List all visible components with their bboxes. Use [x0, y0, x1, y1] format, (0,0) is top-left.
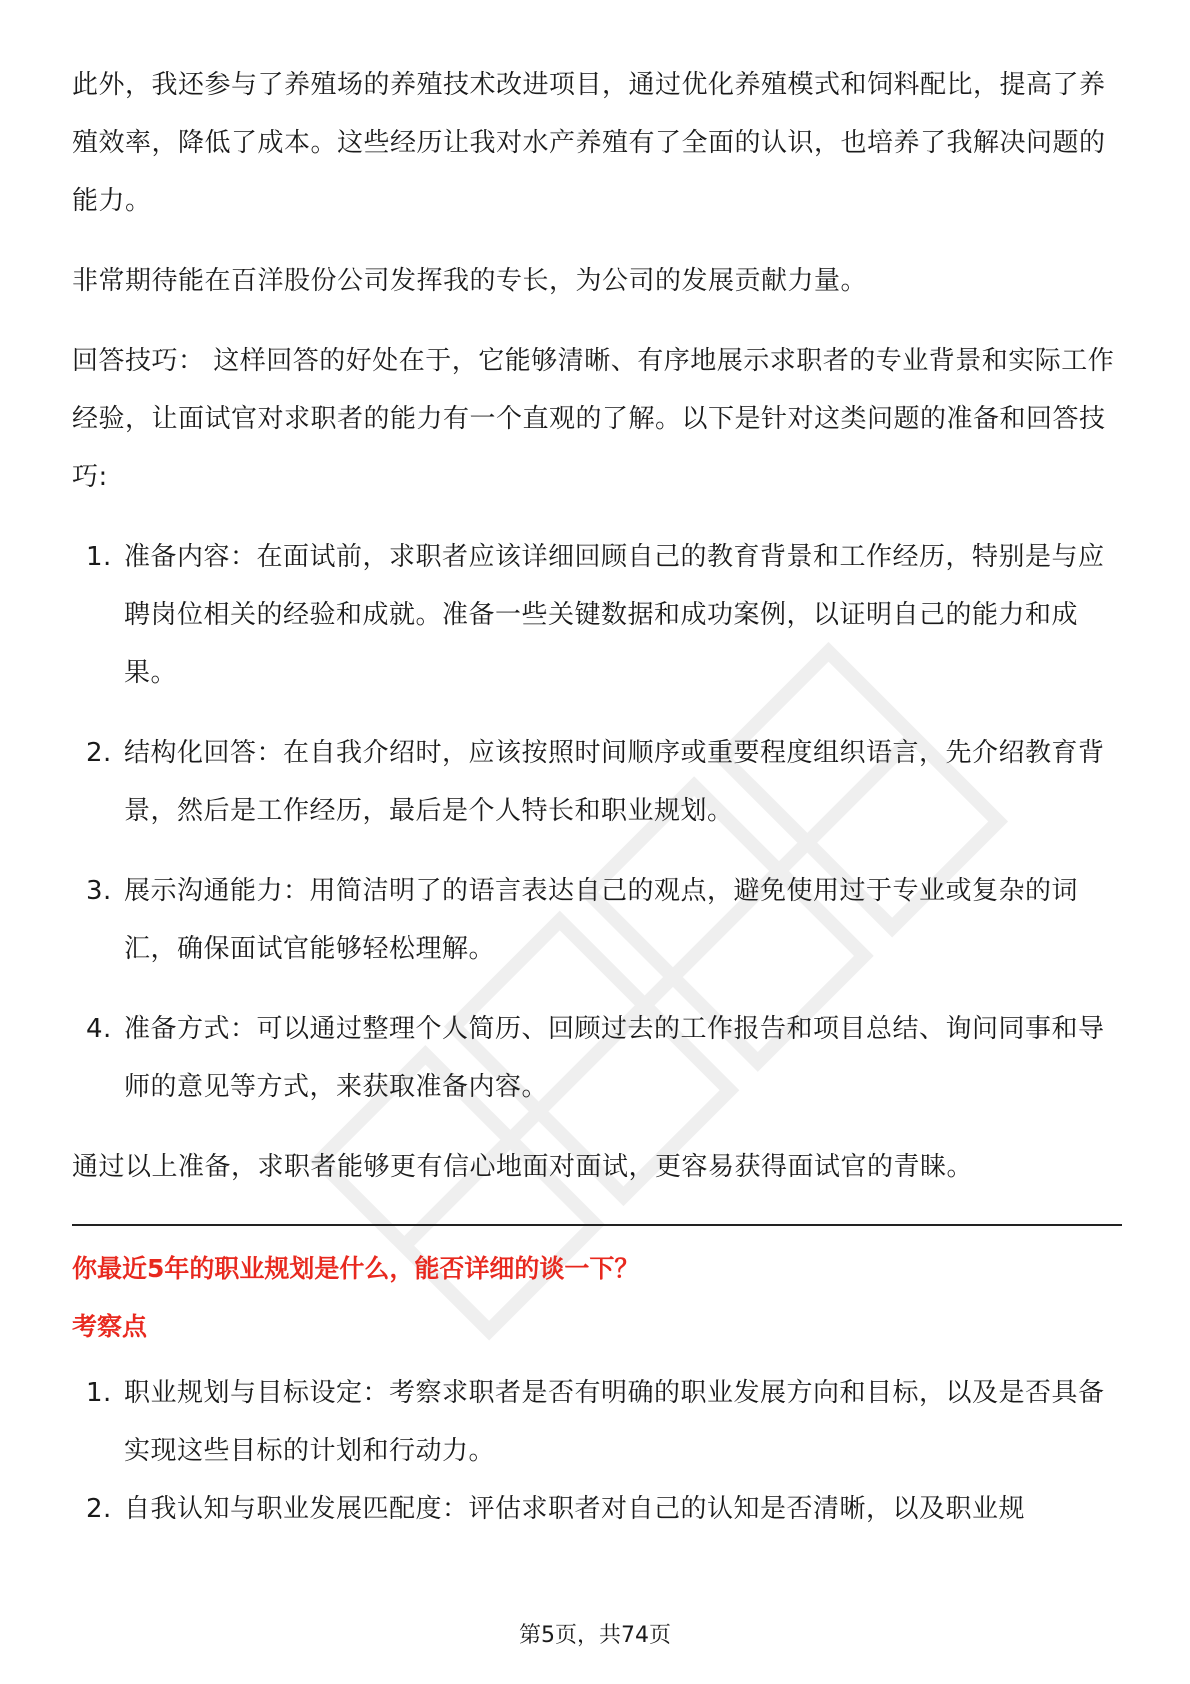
document-body [72, 56, 1122, 1538]
list-item-text: 准备方式：可以通过整理个人简历、回顾过去的工作报告和项目总结、询问同事和导师的意见等方式，来获取准备内容。 [124, 1014, 1105, 1102]
paragraph-expectation: 非常期待能在百洋股份公司发挥我的专长，为公司的发展贡献力量。 [72, 266, 868, 296]
list-number: 1. [86, 542, 112, 572]
list-number: 3. [86, 876, 112, 906]
page-number: 第5页，共74页 [519, 1623, 671, 1648]
list-item [72, 1480, 1122, 1538]
question-subtitle: 考察点 [72, 1312, 148, 1341]
question-title: 你最近5年的职业规划是什么，能否详细的谈一下？ [72, 1254, 640, 1283]
paragraph-experience: 此外，我还参与了养殖场的养殖技术改进项目，通过优化养殖模式和饲料配比，提高了养殖效率，降低了成本。这些经历让我对水产养殖有了全面的认识，也培养了我解决问题的能力。 [72, 70, 1106, 216]
list-item [72, 862, 1122, 978]
paragraph-closing: 通过以上准备，求职者能够更有信心地面对面试，更容易获得面试官的青睐。 [72, 1152, 974, 1182]
paragraph-answer-tips: 回答技巧： 这样回答的好处在于，它能够清晰、有序地展示求职者的专业背景和实际工作经验，让面试官对求职者的能力有一个直观的了解。以下是针对这类问题的准备和回答技巧: [72, 346, 1115, 492]
list-number: 2. [86, 1494, 112, 1524]
list-item-text: 自我认知与职业发展匹配度：评估求职者对自己的认知是否清晰，以及职业规 [124, 1494, 1026, 1524]
list-item-text: 职业规划与目标设定：考察求职者是否有明确的职业发展方向和目标，以及是否具备实现这些目标的计划和行动力。 [124, 1378, 1105, 1466]
list-number: 4. [86, 1014, 112, 1044]
list-item-text: 准备内容：在面试前，求职者应该详细回顾自己的教育背景和工作经历，特别是与应聘岗位相关的经验和成就。准备一些关键数据和成功案例，以证明自己的能力和成果。 [124, 542, 1105, 688]
assessment-points-list [72, 1364, 1122, 1538]
list-item [72, 528, 1122, 702]
tips-list [72, 528, 1122, 1116]
list-item-text: 展示沟通能力：用简洁明了的语言表达自己的观点，避免使用过于专业或复杂的词汇，确保面试官能够轻松理解。 [124, 876, 1079, 964]
list-number: 1. [86, 1378, 112, 1408]
list-item [72, 1000, 1122, 1116]
list-number: 2. [86, 738, 112, 768]
list-item [72, 724, 1122, 840]
section-divider [72, 1224, 1122, 1226]
list-item-text: 结构化回答：在自我介绍时，应该按照时间顺序或重要程度组织语言，先介绍教育背景，然后是工作经历，最后是个人特长和职业规划。 [124, 738, 1105, 826]
list-item [72, 1364, 1122, 1480]
